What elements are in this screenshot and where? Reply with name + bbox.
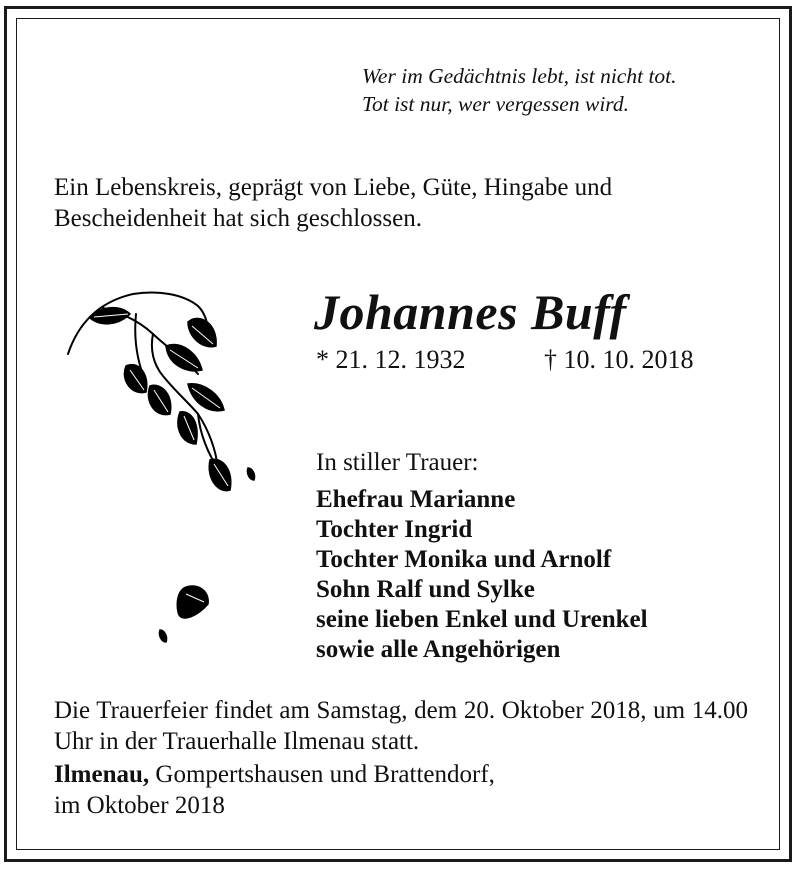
place-rest: Gompertshausen und Brattendorf, [149, 761, 495, 788]
birch-branch-icon [58, 284, 278, 654]
notice-date: im Oktober 2018 [54, 792, 225, 819]
motto-line-1: Wer im Gedächtnis lebt, ist nicht tot. [362, 64, 677, 88]
mourner-line: Sohn Ralf und Sylke [316, 576, 535, 603]
mourner-line: Tochter Monika und Arnolf [316, 546, 612, 573]
intro-text [54, 172, 754, 234]
mourner-line: seine lieben Enkel und Urenkel [316, 606, 648, 633]
intro-line-1: Ein Lebenskreis, geprägt von Liebe, Güte, Hingabe und [54, 174, 613, 201]
ceremony-text: Die Trauerfeier findet am Samstag, dem 20. Oktober 2018, um 14.00 Uhr in der Trauerhalle Ilmenau statt. [54, 697, 748, 755]
motto [362, 62, 677, 118]
mourner-line: Ehefrau Marianne [316, 486, 516, 513]
intro-line-2: Bescheidenheit hat sich geschlossen. [54, 205, 422, 232]
mourner-line: sowie alle Angehörigen [316, 636, 561, 663]
mourner-line: Tochter Ingrid [316, 516, 473, 543]
deceased-name: Johannes Buff [314, 284, 627, 340]
motto-line-2: Tot ist nur, wer vergessen wird. [362, 92, 629, 116]
place-city: Ilmenau, [54, 761, 150, 788]
birth-date: * 21. 12. 1932 [316, 345, 466, 374]
life-dates [316, 345, 694, 375]
mourners-list [316, 485, 648, 665]
mourning-heading: In stiller Trauer: [316, 449, 479, 476]
place-and-date [54, 759, 495, 821]
death-date: † 10. 10. 2018 [544, 345, 694, 374]
